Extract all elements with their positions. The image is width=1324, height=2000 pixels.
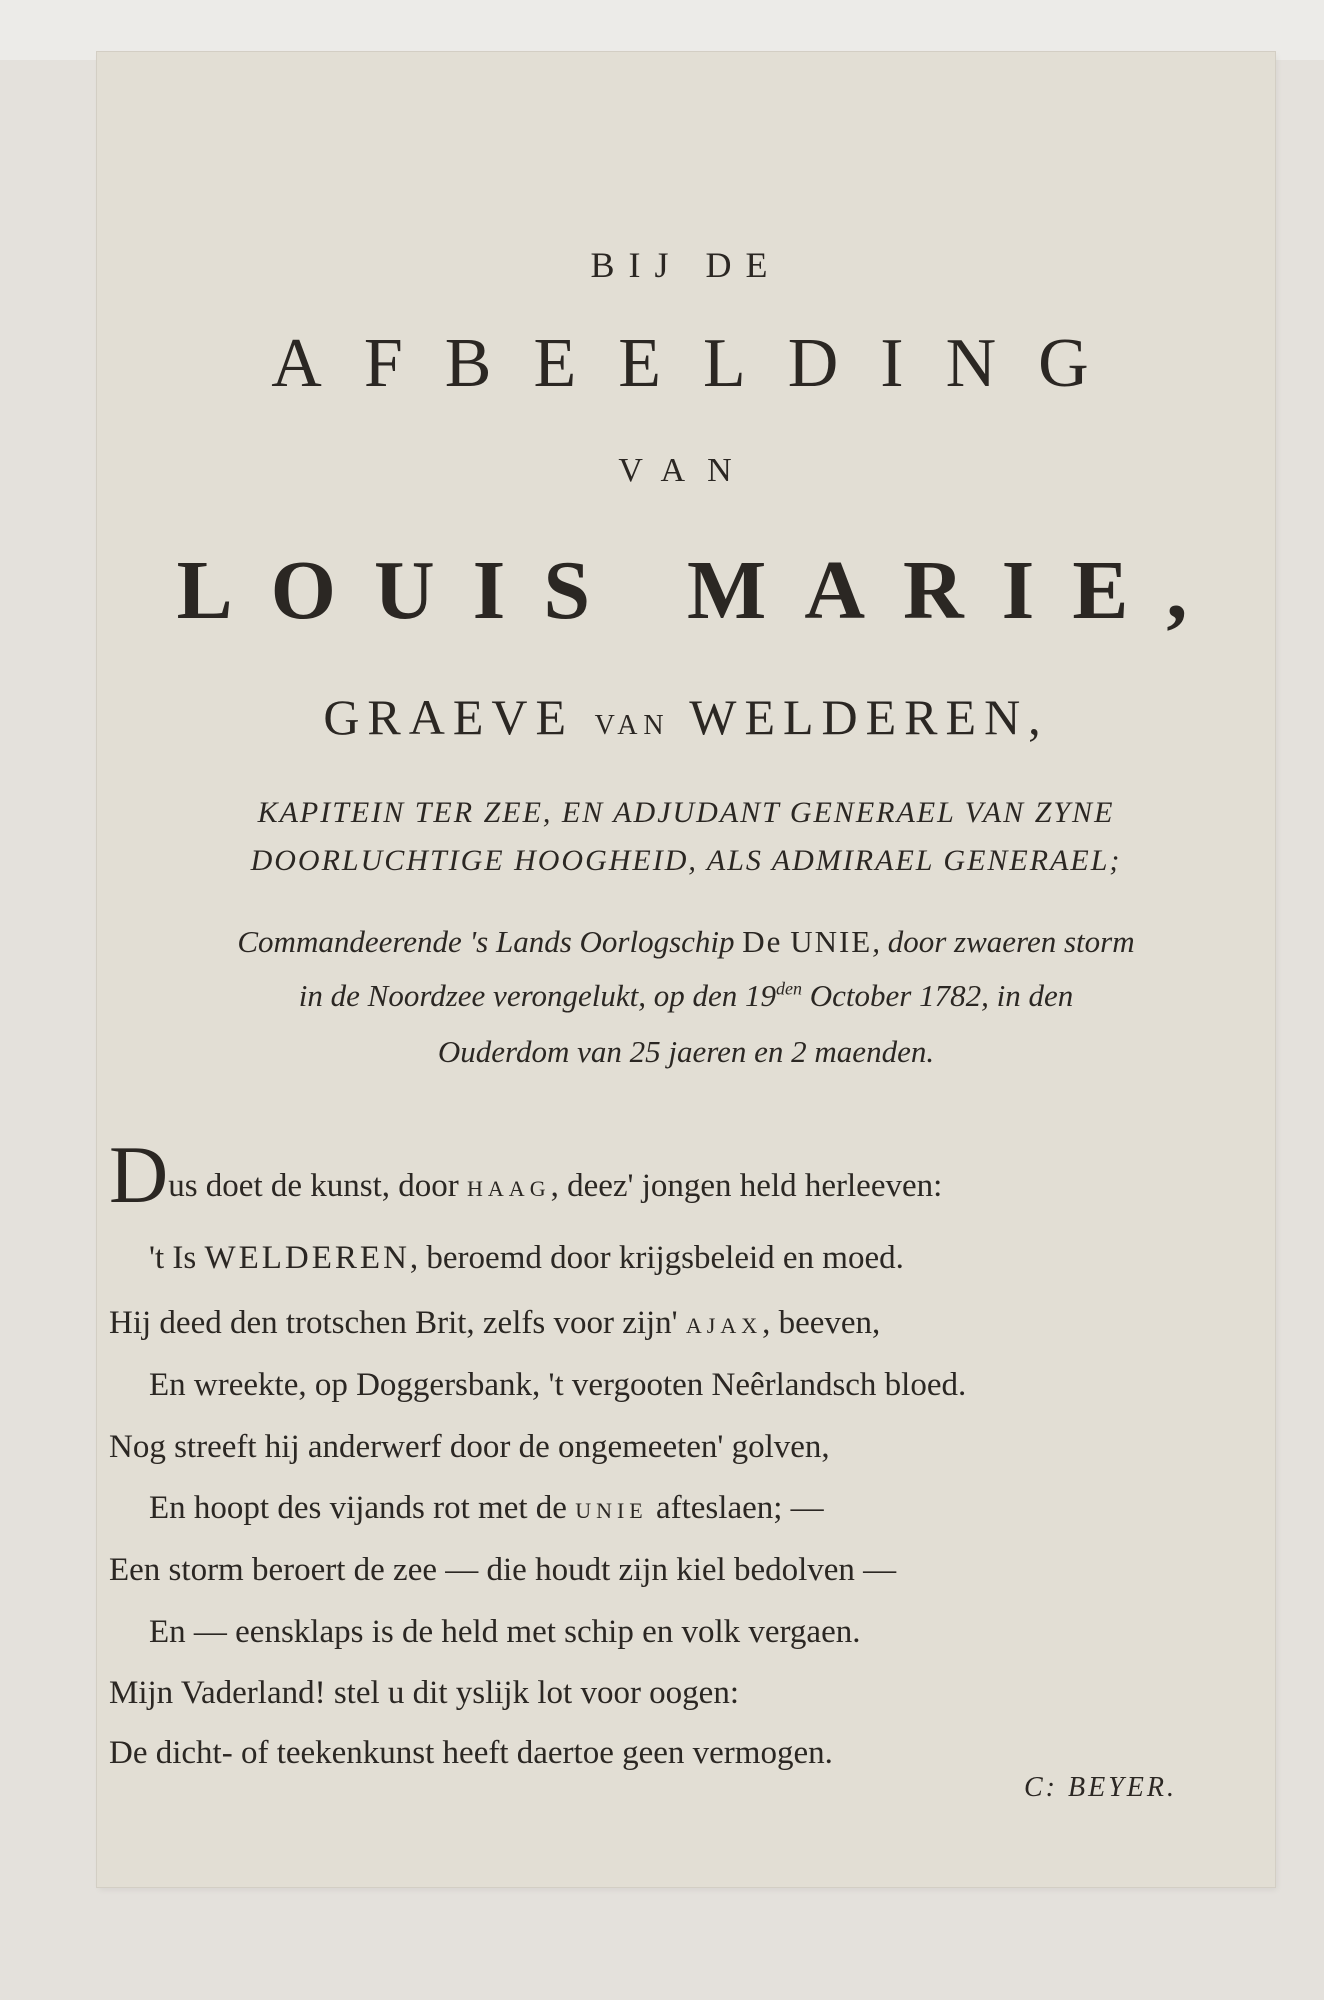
poem-welderen: WELDEREN <box>204 1240 410 1276</box>
poem-line-2-a: 't Is <box>149 1240 197 1276</box>
poem-line-10: De dicht- of teekenkunst heeft daertoe geen vermogen. <box>109 1735 833 1771</box>
command-line-2-post: October 1782, in den <box>802 978 1074 1013</box>
poem-ajax: AJAX <box>685 1313 763 1338</box>
heading-van: VAN <box>618 452 754 489</box>
poem-line-1-a: us doet de kunst, door <box>168 1168 459 1204</box>
heading-name: LOUIS MARIE, <box>176 544 1226 637</box>
scan-background <box>0 0 1324 60</box>
heading-bij-de: BIJ DE <box>590 245 782 285</box>
command-line-1-pre: Commandeerende 's Lands Oorlogschip <box>237 924 735 959</box>
poem-line-3-b: , beeven, <box>762 1305 881 1341</box>
rank-line-2: DOORLUCHTIGE HOOGHEID, ALS ADMIRAEL GENERAEL; <box>250 844 1122 877</box>
command-line-2 <box>97 978 1275 1014</box>
heading-welderen: WELDEREN, <box>689 689 1049 745</box>
poem-line-3-a: Hij deed den trotschen Brit, zelfs voor zijn' <box>109 1305 678 1341</box>
poem-line-2 <box>149 1240 904 1277</box>
poem-unie: UNIE <box>575 1498 648 1523</box>
poem-line-6-a: En hoopt des vijands rot met de <box>149 1490 567 1526</box>
ship-name: UNIE <box>790 924 873 959</box>
poem-line-1-b: , deez' jongen held herleeven: <box>550 1168 943 1204</box>
command-line-3: Ouderdom van 25 jaeren en 2 maenden. <box>437 1034 935 1069</box>
poem-line-1 <box>109 1129 943 1220</box>
poem-line-6-b: afteslaen; — <box>655 1490 824 1526</box>
command-line-1 <box>97 924 1275 960</box>
heading-title <box>97 688 1275 746</box>
poem-line-5: Nog streeft hij anderwerf door de ongemeeten' golven, <box>109 1429 830 1465</box>
poem-line-2-b: , beroemd door krijgsbeleid en moed. <box>409 1240 904 1276</box>
command-line-1-post: , door zwaeren storm <box>872 924 1135 959</box>
poem-line-8: En — eensklaps is de held met schip en volk vergaen. <box>149 1614 861 1650</box>
poem-line-6 <box>149 1490 824 1527</box>
heading-afbeelding: AFBEELDING <box>271 325 1131 402</box>
poem-haag: HAAG <box>467 1176 551 1201</box>
heading-graeve-van: VAN <box>594 710 670 741</box>
poem-line-4: En wreekte, op Doggersbank, 't vergooten Neêrlandsch bloed. <box>149 1367 967 1403</box>
poem-line-7: Een storm beroert de zee — die houdt zijn kiel bedolven — <box>109 1552 897 1588</box>
ship-prefix: De <box>742 924 783 959</box>
poem-line-3 <box>109 1305 880 1342</box>
printed-sheet <box>97 52 1275 1887</box>
rank-line-1: KAPITEIN TER ZEE, EN ADJUDANT GENERAEL VAN ZYNE <box>257 796 1115 829</box>
heading-graeve: GRAEVE <box>323 689 575 745</box>
drop-cap: D <box>109 1129 169 1220</box>
command-line-2-pre: in de Noordzee verongelukt, op den 19 <box>298 978 776 1013</box>
date-superscript: den <box>776 978 802 999</box>
signature: C: BEYER. <box>1024 1772 1177 1803</box>
poem-line-9: Mijn Vaderland! stel u dit yslijk lot voor oogen: <box>109 1675 739 1711</box>
